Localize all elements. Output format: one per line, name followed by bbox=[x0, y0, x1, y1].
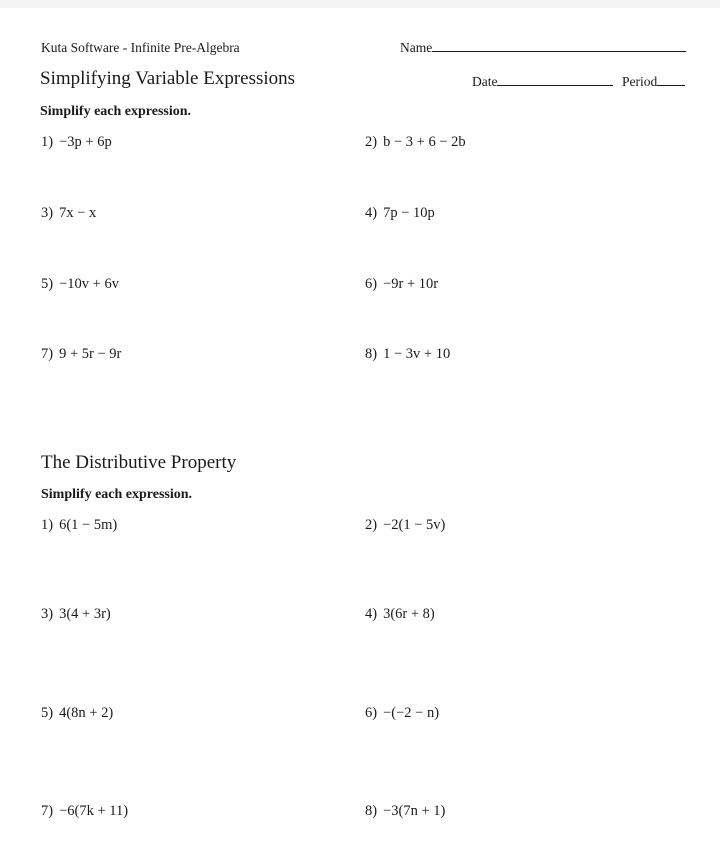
problem-expression: 7x − x bbox=[59, 205, 97, 221]
s1-problem-6 bbox=[365, 276, 438, 293]
date-field[interactable] bbox=[472, 74, 613, 90]
publisher-label: Kuta Software - Infinite Pre-Algebra bbox=[41, 40, 240, 55]
problem-number: 4) bbox=[365, 205, 378, 221]
problem-expression: 4(8n + 2) bbox=[59, 705, 114, 721]
problem-number: 5) bbox=[41, 705, 54, 721]
s2-problem-1 bbox=[41, 517, 117, 534]
name-line[interactable] bbox=[432, 50, 686, 52]
problem-expression: 9 + 5r − 9r bbox=[59, 346, 122, 362]
period-line[interactable] bbox=[657, 84, 685, 86]
s1-problem-8 bbox=[365, 346, 450, 363]
problem-number: 5) bbox=[41, 276, 54, 292]
problem-number: 1) bbox=[41, 134, 54, 150]
s2-problem-7 bbox=[41, 803, 128, 820]
s1-problem-2 bbox=[365, 134, 466, 151]
problem-expression: −9r + 10r bbox=[383, 276, 439, 292]
s1-problem-5 bbox=[41, 276, 119, 293]
s2-problem-3 bbox=[41, 606, 111, 623]
problem-expression: −3(7n + 1) bbox=[383, 803, 446, 819]
problem-expression: 7p − 10p bbox=[383, 205, 435, 221]
s1-problem-7 bbox=[41, 346, 121, 363]
s2-problem-8 bbox=[365, 803, 445, 820]
s1-problem-1 bbox=[41, 134, 112, 151]
s2-problem-5 bbox=[41, 705, 113, 722]
period-field[interactable] bbox=[622, 74, 685, 90]
problem-number: 7) bbox=[41, 346, 54, 362]
problem-expression: 1 − 3v + 10 bbox=[383, 346, 451, 362]
problem-number: 6) bbox=[365, 276, 378, 292]
section1-instructions: Simplify each expression. bbox=[40, 104, 192, 119]
s1-problem-3 bbox=[41, 205, 96, 222]
section2-instructions: Simplify each expression. bbox=[41, 487, 193, 502]
problem-number: 8) bbox=[365, 346, 378, 362]
name-label: Name bbox=[400, 40, 433, 55]
problem-number: 3) bbox=[41, 606, 54, 622]
s2-problem-6 bbox=[365, 705, 439, 722]
s2-problem-4 bbox=[365, 606, 435, 623]
date-label: Date bbox=[472, 74, 498, 89]
period-label: Period bbox=[622, 74, 658, 89]
problem-expression: −3p + 6p bbox=[59, 134, 112, 150]
problem-number: 8) bbox=[365, 803, 378, 819]
problem-number: 2) bbox=[365, 517, 378, 533]
problem-expression: 6(1 − 5m) bbox=[59, 517, 118, 533]
problem-number: 3) bbox=[41, 205, 54, 221]
problem-number: 2) bbox=[365, 134, 378, 150]
section1-title: Simplifying Variable Expressions bbox=[40, 68, 296, 89]
problem-expression: −2(1 − 5v) bbox=[383, 517, 446, 533]
s2-problem-2 bbox=[365, 517, 445, 534]
section2-title: The Distributive Property bbox=[41, 452, 237, 473]
date-line[interactable] bbox=[497, 84, 613, 86]
name-field[interactable] bbox=[400, 40, 686, 56]
problem-expression: −10v + 6v bbox=[59, 276, 119, 292]
problem-expression: b − 3 + 6 − 2b bbox=[383, 134, 466, 150]
s1-problem-4 bbox=[365, 205, 435, 222]
problem-expression: −(−2 − n) bbox=[383, 705, 440, 721]
problem-number: 4) bbox=[365, 606, 378, 622]
problem-expression: 3(4 + 3r) bbox=[59, 606, 111, 622]
problem-number: 7) bbox=[41, 803, 54, 819]
problem-number: 6) bbox=[365, 705, 378, 721]
page-top-edge bbox=[0, 0, 720, 8]
problem-expression: −6(7k + 11) bbox=[59, 803, 129, 819]
problem-number: 1) bbox=[41, 517, 54, 533]
problem-expression: 3(6r + 8) bbox=[383, 606, 435, 622]
